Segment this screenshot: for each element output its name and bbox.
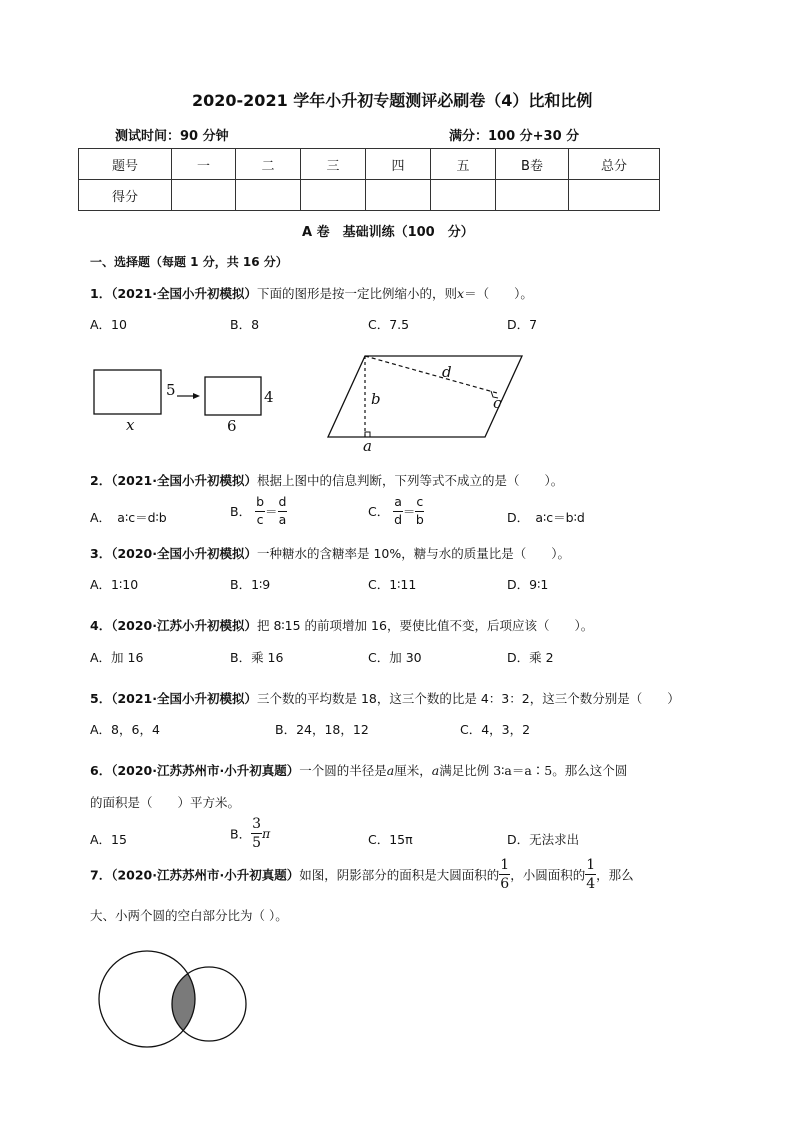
option-b[interactable]: B．24，18，12 (275, 722, 369, 737)
option-label: C． (368, 504, 390, 519)
denominator: d (394, 511, 403, 527)
option-b[interactable]: B．乘 16 (230, 650, 284, 665)
label-b: b (371, 390, 381, 408)
fraction (251, 817, 262, 850)
numerator: c (415, 496, 424, 512)
denominator: b (415, 511, 424, 527)
numerator: a (393, 496, 403, 512)
numerator: b (255, 496, 265, 512)
option-a[interactable]: A．15 (90, 832, 127, 847)
denominator: a (278, 511, 287, 527)
score-header-cell: B卷 (496, 149, 569, 180)
option-a[interactable]: A． a∶c＝d∶b (90, 510, 167, 525)
question-text: 。那么这个圆 (552, 763, 628, 778)
question-text: ，那么 (596, 867, 634, 883)
full-score: 满分：100 分+30 分 (449, 129, 580, 144)
option-d[interactable]: D． a∶c＝b∶d (507, 510, 585, 525)
score-header-cell: 二 (236, 149, 301, 180)
question-7-line2: 大、小两个圆的空白部分比为（ ）。 (90, 908, 288, 923)
option-a[interactable]: A．8，6，4 (90, 722, 160, 737)
fraction (499, 858, 510, 891)
question-text: 满足比例 (439, 763, 490, 778)
label-5: 5 (166, 381, 176, 399)
score-input-cell[interactable] (172, 180, 236, 211)
denominator: c (256, 511, 264, 527)
option-c[interactable] (368, 496, 424, 526)
option-d[interactable]: D．乘 2 (507, 650, 554, 665)
option-a[interactable]: A．1∶10 (90, 577, 139, 592)
question-text: ，小圆面积的 (510, 867, 586, 883)
question-text: 根据上图中的信息判断，下列等式不成立的是（ ）。 (257, 473, 564, 488)
question-source: （2020·江苏苏州市·小升初真题） (111, 763, 300, 778)
equals-sign: ＝ (402, 504, 416, 519)
question-number: 2． (90, 473, 112, 488)
parallelogram-figure (325, 350, 545, 455)
score-header-cell: 题号 (79, 149, 172, 180)
denominator: 6 (500, 876, 510, 892)
score-table-header-row (79, 149, 660, 180)
option-d[interactable]: D．9∶1 (507, 577, 549, 592)
question-number: 7． (90, 867, 112, 883)
question-3 (90, 544, 570, 562)
score-row-label: 得分 (79, 180, 172, 211)
question-1 (90, 284, 533, 302)
option-label: B． (230, 504, 252, 519)
option-label: B． (230, 826, 252, 842)
question-4 (90, 616, 593, 634)
question-source: （2021·全国小升初模拟） (111, 473, 257, 488)
question-text: ＝（ ）。 (464, 286, 533, 301)
score-header-cell: 四 (366, 149, 431, 180)
label-d: d (442, 363, 452, 381)
numerator: 1 (586, 857, 596, 873)
variable-x: x (457, 286, 465, 301)
question-number: 4． (90, 618, 112, 633)
part1-heading: 一、选择题（每题 1 分，共 16 分） (90, 255, 288, 269)
score-input-cell[interactable] (366, 180, 431, 211)
option-c[interactable]: C．加 30 (368, 650, 422, 665)
large-rectangle (94, 370, 161, 414)
fraction (278, 496, 288, 526)
question-2 (90, 471, 563, 489)
option-c[interactable]: C．4，3，2 (460, 722, 531, 737)
pi-symbol: π (262, 826, 271, 841)
question-5 (90, 689, 680, 707)
question-7 (90, 858, 634, 891)
question-text: 三个数的平均数是 18，这三个数的比是 4：3：2，这三个数分别是（ ） (257, 691, 680, 706)
option-b[interactable] (230, 817, 270, 850)
variable-a: a (386, 763, 395, 778)
score-table (78, 148, 660, 211)
question-source: （2021·全国小升初模拟） (111, 286, 257, 301)
numerator: d (278, 496, 288, 512)
section-a-heading: A 卷 基础训练（100 分） (302, 225, 474, 240)
height-d-line (365, 356, 497, 393)
question-source: （2020·江苏小升初模拟） (111, 618, 257, 633)
question-text: 一个圆的半径是 (299, 763, 387, 778)
fraction (585, 858, 596, 891)
denominator: 4 (586, 876, 596, 892)
score-table-score-row (79, 180, 660, 211)
denominator: 5 (252, 835, 261, 851)
question-source: （2020·全国小升初模拟） (111, 546, 257, 561)
arrow-head-icon (193, 393, 200, 399)
fraction (393, 496, 403, 526)
score-header-cell: 五 (431, 149, 496, 180)
question-text: 如图，阴影部分的面积是大圆面积的 (299, 867, 500, 883)
question-6-line2: 的面积是（ ）平方米。 (90, 795, 241, 810)
label-x: x (126, 416, 135, 434)
question-number: 1． (90, 286, 112, 301)
option-a[interactable]: A．10 (90, 317, 127, 332)
question-number: 3． (90, 546, 112, 561)
question-text: 一种糖水的含糖率是 10%，糖与水的质量比是（ ）。 (257, 546, 571, 561)
question-text: 把 8∶15 的前项增加 16，要使比值不变，后项应该（ ）。 (257, 618, 594, 633)
label-a: a (363, 437, 372, 455)
fraction (255, 496, 265, 526)
option-a[interactable]: A．加 16 (90, 650, 144, 665)
small-rectangle (205, 377, 261, 415)
numerator: 3 (252, 816, 261, 832)
question-source: （2020·江苏苏州市·小升初真题） (111, 867, 300, 883)
option-c[interactable]: C．7.5 (368, 317, 410, 332)
page-title: 2020-2021 学年小升初专题测评必刷卷（4）比和比例 (192, 91, 593, 110)
fraction (415, 496, 424, 526)
rectangle-scale-figure (90, 362, 290, 442)
option-d[interactable]: D．无法求出 (507, 832, 580, 847)
score-header-cell: 三 (301, 149, 366, 180)
test-time: 测试时间：90 分钟 (115, 129, 229, 144)
option-d[interactable]: D．7 (507, 317, 538, 332)
score-header-cell: 一 (172, 149, 236, 180)
label-4: 4 (264, 388, 274, 406)
score-header-cell: 总分 (569, 149, 660, 180)
numerator: 1 (500, 857, 510, 873)
score-input-cell[interactable] (496, 180, 569, 211)
question-6 (90, 761, 627, 779)
score-input-cell[interactable] (569, 180, 660, 211)
ratio-expression: 3∶a＝a∶5 (493, 763, 553, 778)
option-b[interactable]: B．1∶9 (230, 577, 271, 592)
question-source: （2021·全国小升初模拟） (111, 691, 257, 706)
question-number: 5． (90, 691, 112, 706)
score-input-cell[interactable] (301, 180, 366, 211)
overlapping-circles-figure (97, 949, 257, 1059)
label-6: 6 (227, 417, 237, 435)
option-c[interactable]: C．15π (368, 832, 413, 847)
question-text: 厘米， (394, 763, 432, 778)
option-b[interactable] (230, 496, 287, 526)
option-b[interactable]: B．8 (230, 317, 260, 332)
question-number: 6． (90, 763, 112, 778)
question-text: 下面的图形是按一定比例缩小的，则 (257, 286, 458, 301)
equals-sign: ＝ (265, 504, 278, 519)
option-c[interactable]: C．1∶11 (368, 577, 417, 592)
score-input-cell[interactable] (431, 180, 496, 211)
score-input-cell[interactable] (236, 180, 301, 211)
variable-a: a (431, 763, 440, 778)
label-c: c (493, 394, 502, 412)
